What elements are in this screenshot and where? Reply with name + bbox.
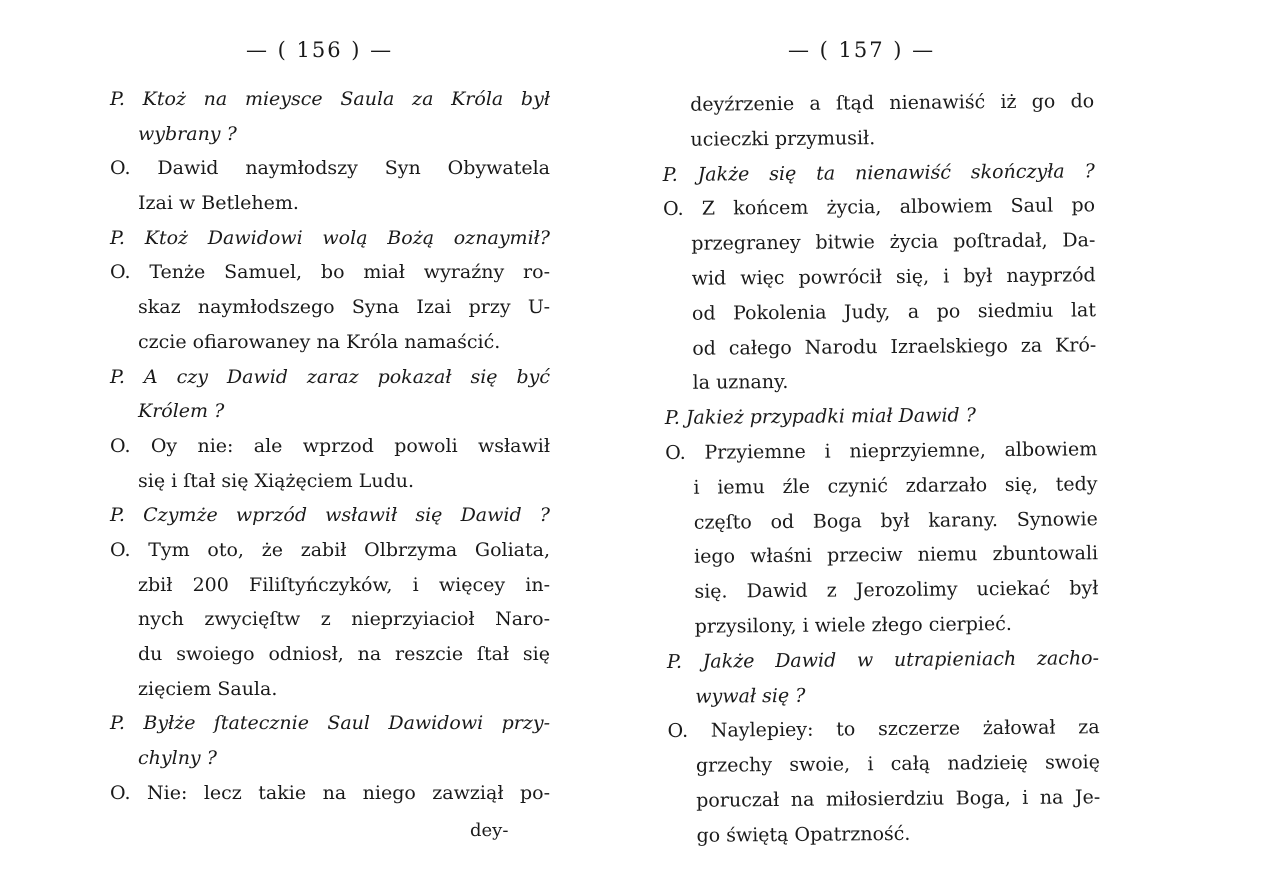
question-line: P. Jakże się ta nienawiść skończyła ? <box>662 159 1095 186</box>
question-line: P. Jakież przypadki miał Dawid ? <box>664 404 976 430</box>
question-line: P. Czymże wprzód wsławił się Dawid ? <box>110 504 550 527</box>
answer-line: od Pokolenia Judy, a po siedmiu lat <box>691 299 1097 325</box>
answer-line: wid więc powrócił się, i był nayprzód <box>691 264 1096 290</box>
question-line: P. A czy Dawid zaraz pokazał się być <box>110 365 550 388</box>
answer-line: go świętą Opatrzność. <box>696 822 911 847</box>
answer-line: du swoiego odniosł, na reszcie ſtał się <box>138 643 550 665</box>
answer-line: się. Dawid z Jerozolimy uciekać był <box>694 577 1099 603</box>
page-number-header-left: — ( 156 ) — <box>246 38 394 62</box>
answer-line: przegraney bitwie życia poſtradał, Da- <box>691 229 1096 255</box>
answer-line: O. Dawid naymłodszy Syn Obywatela <box>110 157 550 180</box>
answer-line: O. Tenże Samuel, bo miał wyraźny ro- <box>110 261 550 284</box>
left-page <box>110 0 550 893</box>
answer-line: nych zwycięſtw z nieprzyiacioł Naro- <box>138 608 550 631</box>
answer-line: czcie ofiarowaney na Króla namaścić. <box>138 330 501 353</box>
answer-line: zbił 200 Filiſtyńczyków, i więcey in- <box>138 573 550 596</box>
question-line: P. Byłże ſtatecznie Saul Dawidowi przy- <box>110 712 550 735</box>
answer-line: Izai w Betlehem. <box>138 192 299 215</box>
question-line: wywał się ? <box>695 684 806 708</box>
answer-line: O. Oy nie: ale wprzod powoli wsławił <box>110 434 550 457</box>
answer-line: zięciem Saula. <box>138 677 278 700</box>
question-line: chylny ? <box>138 747 217 770</box>
answer-line: O. Nie: lecz takie na niego zawziął po- <box>110 781 550 804</box>
answer-line: O. Tym oto, że zabił Olbrzyma Goliata, <box>110 538 550 561</box>
answer-line: od całego Narodu Izraelskiego za Kró- <box>692 333 1097 360</box>
question-line: P. Jakże Dawid w utrapieniach zacho- <box>666 646 1100 673</box>
left-page-text <box>110 82 550 810</box>
question-line: P. Ktoż na mieysce Saula za Króla był <box>110 88 550 110</box>
right-page-text <box>662 84 1101 853</box>
answer-line: ucieczki przymusił. <box>690 126 876 151</box>
answer-line: la uznany. <box>692 371 789 395</box>
answer-line: iego właśni przeciw niemu zbuntowali <box>693 542 1099 569</box>
answer-line: skaz naymłodszego Syna Izai przy U- <box>138 296 550 319</box>
question-line: P. Ktoż Dawidowi wolą Bożą oznaymił? <box>110 226 550 249</box>
page-number-header-right: — ( 157 ) — <box>788 38 936 62</box>
answer-line: poruczał na miłosierdziu Boga, i na Je- <box>696 786 1101 812</box>
question-line: wybrany ? <box>138 122 237 145</box>
answer-line: i iemu źle czynić zdarzało się, tedy <box>693 472 1098 499</box>
answer-line: O. Z końcem życia, albowiem Saul po <box>662 194 1096 221</box>
catchword: dey- <box>470 820 509 841</box>
answer-line: O. Przyiemne i nieprzyiemne, albowiem <box>665 438 1098 464</box>
answer-line: grzechy swoie, i całą nadzieię swoię <box>695 751 1100 777</box>
answer-line: się i ſtał się Xiążęciem Ludu. <box>138 469 415 492</box>
question-line: Królem ? <box>138 400 225 423</box>
right-page <box>662 0 1101 893</box>
answer-line: O. Naylepiey: to szczerze żałował za <box>667 716 1100 743</box>
answer-line: deyźrzenie a ſtąd nienawiść iż go do <box>690 90 1095 116</box>
answer-line: przysilony, i wiele złego cierpieć. <box>694 612 1012 638</box>
answer-line: częſto od Boga był karany. Synowie <box>693 507 1098 534</box>
